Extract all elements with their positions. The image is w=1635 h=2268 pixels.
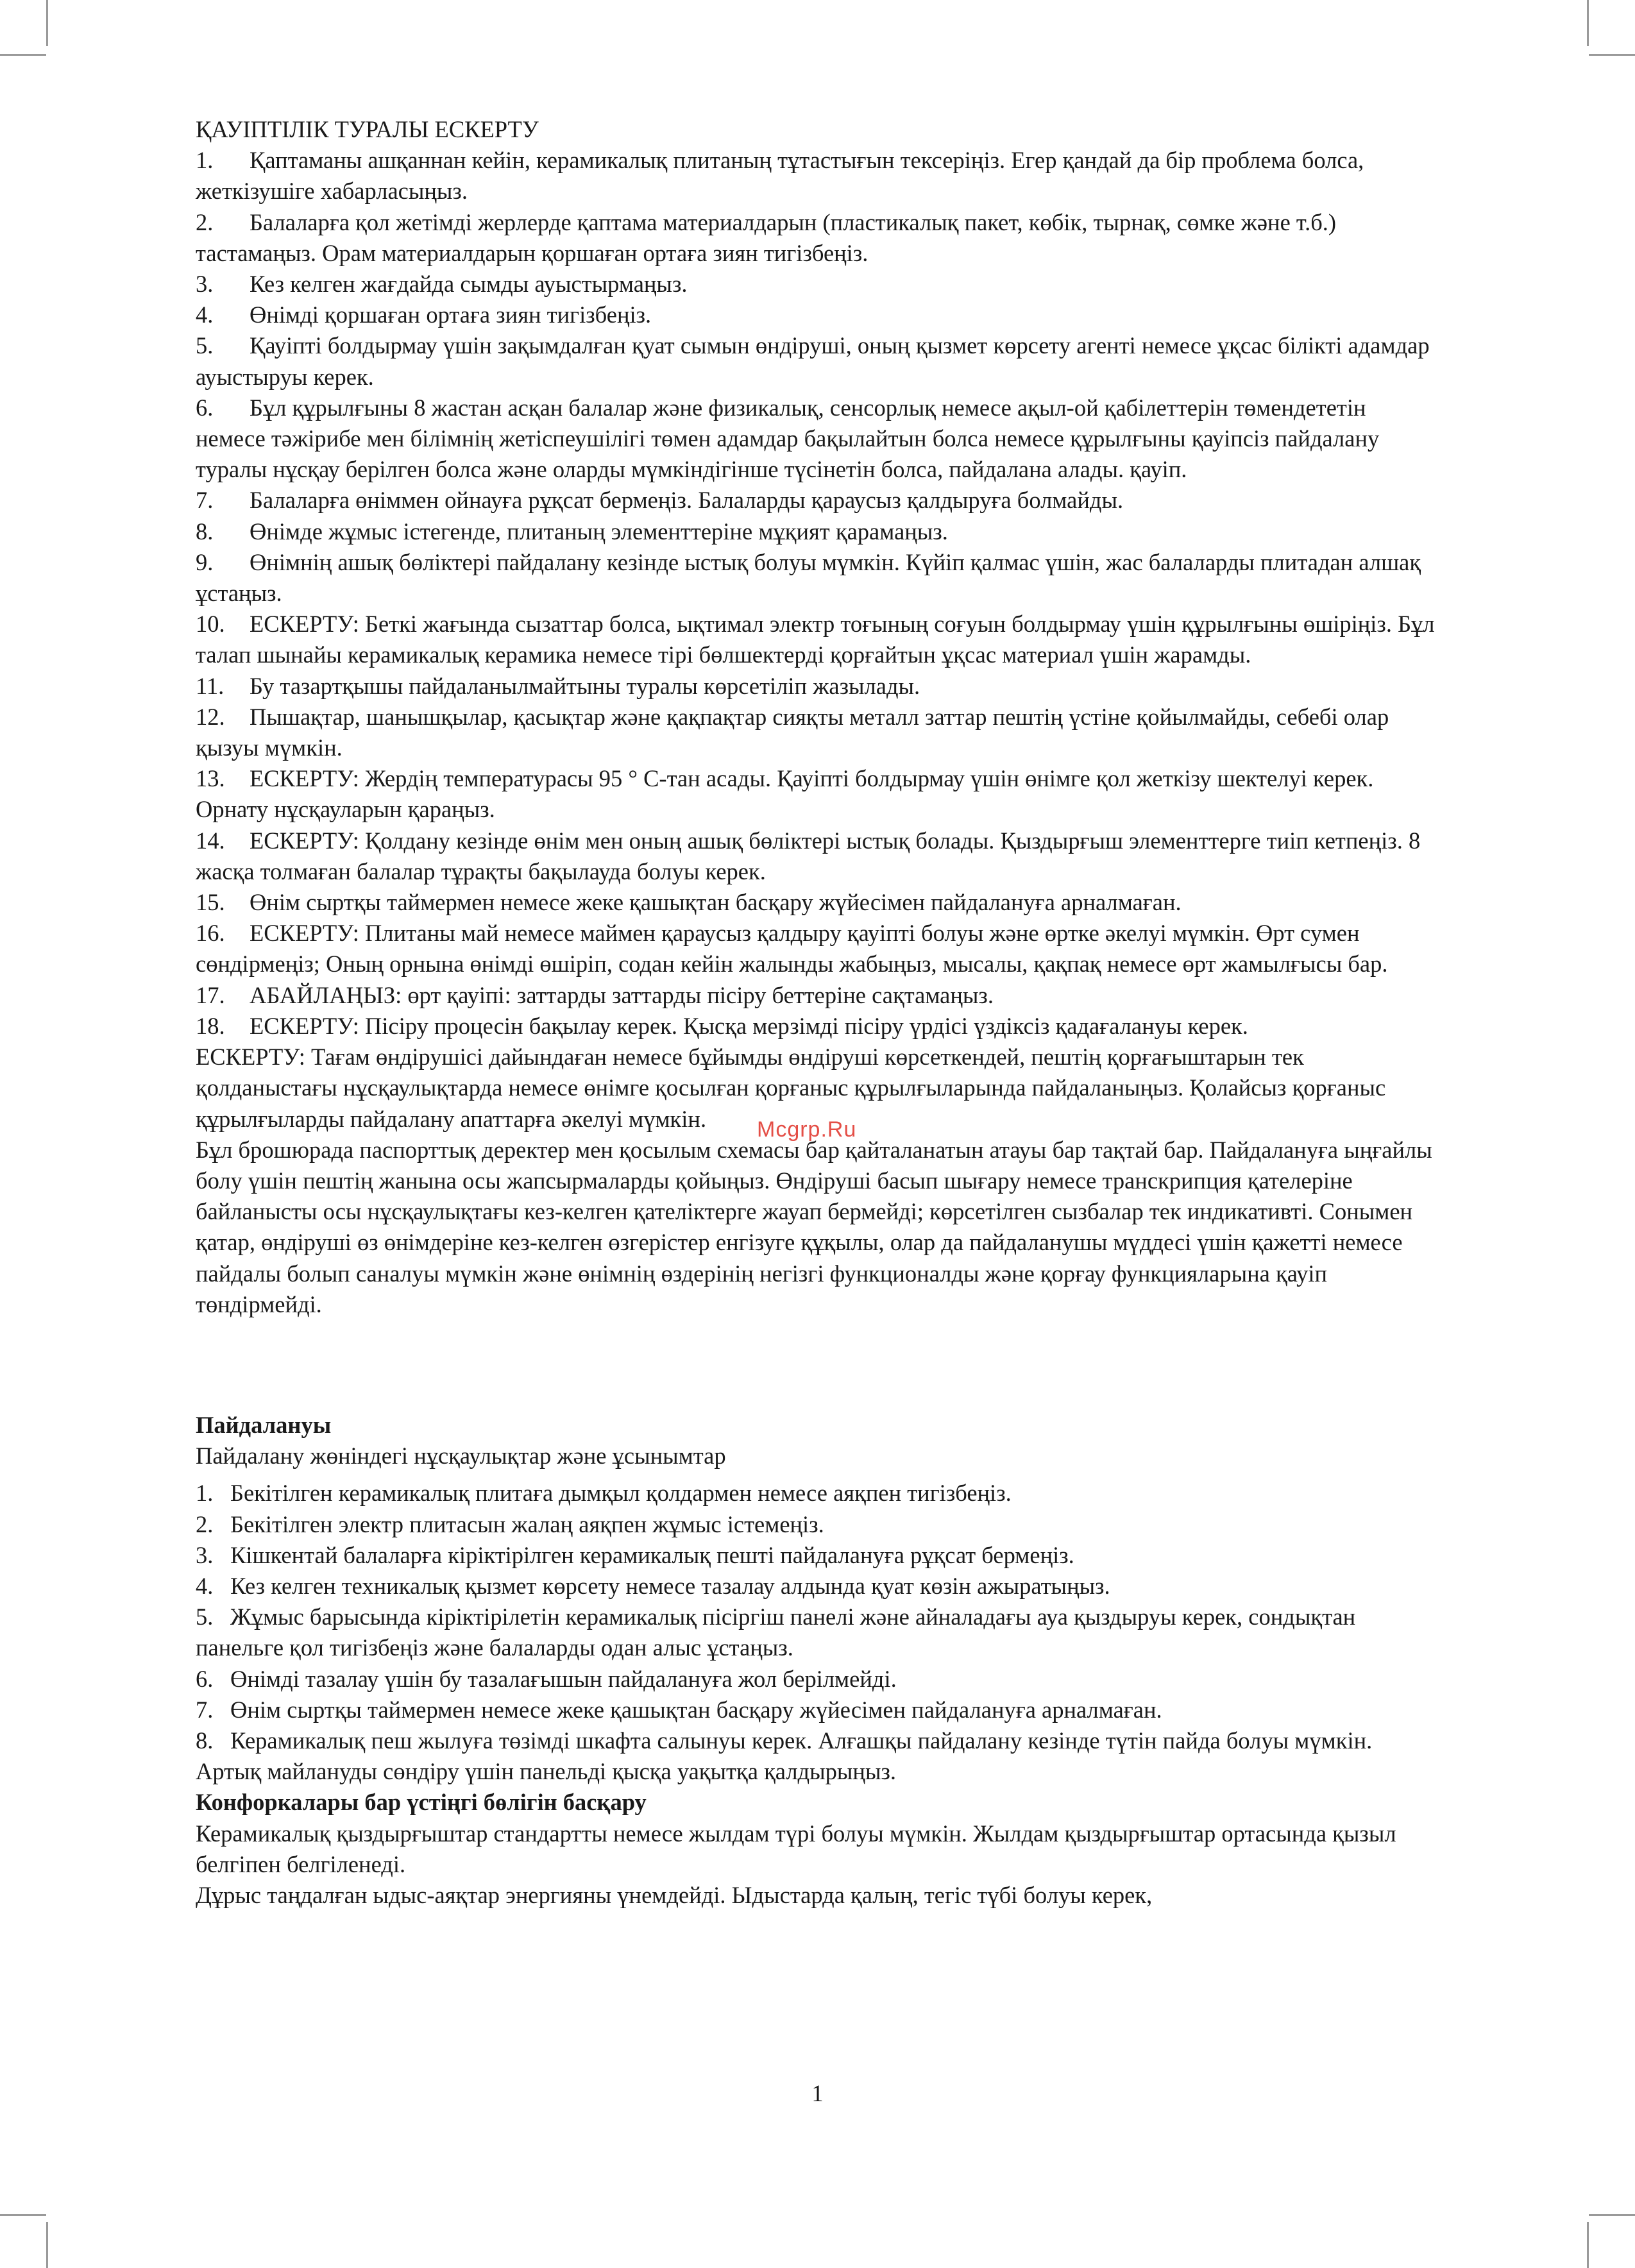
warning-list [196,145,1437,1042]
item-text: Кез келген жағдайда сымды ауыстырмаңыз. [250,271,688,298]
item-number: 11. [196,672,224,699]
burner-title: Конфоркалары бар үстіңгі бөлігін басқару [196,1789,647,1816]
list-item [196,330,1437,392]
item-text: Өнімді тазалау үшін бу тазалағышын пайдалануға жол берілмейді. [230,1665,897,1692]
document-body [196,114,1437,1911]
page-number: 1 [811,2080,824,2106]
item-text: ЕСКЕРТУ: Пісіру процесін бақылау керек. Қысқа мерзімді пісіру үрдісі үздіксіз қадағалануы керек. [250,1012,1248,1039]
list-item [196,516,1437,547]
item-number: 1. [196,1480,214,1507]
list-item [196,1725,1437,1787]
item-number: 4. [196,1572,214,1599]
item-text: ЕСКЕРТУ: Беткі жағында сызаттар болса, ықтимал электр тоғының соғуын болдырмау үшін құрылғыны өшіріңіз. Бұл талап шынайы керамикалық керамика немесе тірі бөлшектерді қорғайтын ұқсас материал үшін жарамды. [196,611,1435,668]
usage-section [196,1410,1437,1787]
item-text: ЕСКЕРТУ: Жердің температурасы 95 ° C-тан асады. Қауіпті болдырмау үшін өнімге қол жеткізу шектелуі керек. Орнату нұсқауларын қараңыз. [196,765,1374,823]
crop-mark [0,2214,46,2216]
crop-mark [0,54,46,56]
item-number: 8. [196,1727,214,1754]
burner-section [196,1787,1437,1911]
item-text: Қаптаманы ашқаннан кейін, керамикалық плитаның тұтастығын тексеріңіз. Егер қандай да бір проблема болса, жеткізушіге хабарласыңыз. [196,147,1364,205]
item-number: 7. [196,1696,214,1723]
brochure-paragraph: Бұл брошюрада паспорттық деректер мен қосылым схемасы бар қайталанатын атауы бар тақтай бар. Пайдалануға ыңғайлы болу үшін пештің жанына осы жапсырмаларды қойыңыз. Өндіруші басып шығару немесе транскрипция қателеріне байланысты осы нұсқаулықтағы кез-келген қателіктерге жауап бермейді; көрсетілген сызбалар тек индикативті. Сонымен қатар, өндіруші өз өнімдеріне кез-келген өзгерістер енгізуге құқылы, олар да пайдаланушы мүддесі үшін қажетті немесе пайдалы болып саналуы мүмкін және өнімнің өздерінің негізгі функционалды және қорғау функцияларына қауіп төндірмейді. [196,1136,1432,1317]
burner-paragraph-2: Дұрыс таңдалған ыдыс-аяқтар энергияны үнемдейді. Ыдыстарда қалың, тегіс түбі болуы керек, [196,1881,1153,1908]
item-text: Өнімді қоршаған ортаға зиян тигізбеңіз. [250,301,652,328]
list-item [196,145,1437,207]
item-number: 14. [196,827,225,854]
item-number: 6. [196,394,214,421]
item-number: 1. [196,147,214,174]
warning-note: ЕСКЕРТУ: Тағам өндірушісі дайындаған немесе бұйымды өндіруші көрсеткендей, пештің қорғағыштарын тек қолданыстағы нұсқаулықтарда немесе өнімге қосылған қорғаныс құрылғыларында пайдаланыңыз. Қолайсыз қорғаныс құрылғыларды пайдалану апаттарға әкелуі мүмкін. [196,1044,1386,1132]
item-number: 15. [196,889,225,916]
list-item [196,980,1437,1011]
item-text: ЕСКЕРТУ: Қолдану кезінде өнім мен оның ашық бөліктері ыстық болады. Қыздырғыш элементтерге тиіп кетпеңіз. 8 жасқа толмаған балалар тұрақты бақылауда болуы керек. [196,827,1421,884]
item-text: Бекітілген керамикалық плитаға дымқыл қолдармен немесе аяқпен тигізбеңіз. [230,1480,1012,1507]
item-number: 10. [196,611,225,638]
crop-mark [46,2222,48,2268]
item-text: Өнімде жұмыс істегенде, плитаның элементтеріне мұқият қарамаңыз. [250,518,948,545]
usage-subtitle: Пайдалану жөніндегі нұсқаулықтар және ұсынымтар [196,1443,726,1469]
list-item [196,1509,1437,1540]
item-number: 2. [196,1511,214,1537]
list-item [196,1540,1437,1571]
list-item [196,825,1437,887]
item-text: Жұмыс барысында кіріктірілетін керамикалық пісіргіш панелі және айналадағы ауа қыздыруы керек, сондықтан панельге қол тигізбеңіз және балаларды одан алыс ұстаңыз. [196,1604,1356,1661]
item-number: 5. [196,332,214,359]
burner-paragraph-1: Керамикалық қыздырғыштар стандартты немесе жылдам түрі болуы мүмкін. Жылдам қыздырғыштар ортасында қызыл белгіпен белгіленеді. [196,1820,1396,1877]
list-item [196,763,1437,825]
item-number: 18. [196,1012,225,1039]
list-item [196,1602,1437,1663]
item-number: 4. [196,301,214,328]
item-text: Керамикалық пеш жылуға төзімді шкафта салынуы керек. Алғашқы пайдалану кезінде түтін пайда болуы мүмкін. Артық майлануды сөндіру үшін панельді қысқа уақытқа қалдырыңыз. [196,1727,1373,1785]
item-text: Бу тазартқышы пайдаланылмайтыны туралы көрсетіліп жазылады. [250,672,920,699]
list-item [196,1478,1437,1509]
item-text: АБАЙЛАҢЫЗ: өрт қауіпі: заттарды заттарды пісіру беттеріне сақтамаңыз. [250,981,994,1008]
item-number: 3. [196,1541,214,1568]
list-item [196,609,1437,670]
item-text: Өнім сыртқы таймермен немесе жеке қашықтан басқару жүйесімен пайдалануға арналмаған. [250,889,1182,916]
list-item [196,918,1437,979]
crop-mark [1589,2214,1635,2216]
watermark: Mcgrp.Ru [757,1117,857,1142]
item-text: Қауіпті болдырмау үшін зақымдалған қуат сымын өндіруші, оның қызмет көрсету агенті немесе ұқсас білікті адамдар ауыстыруы керек. [196,332,1430,390]
item-text: Пышақтар, шанышқылар, қасықтар және қақпақтар сияқты металл заттар пештің үстіне қойылмайды, себебі олар қызуы мүмкін. [196,703,1389,761]
list-item [196,207,1437,269]
item-text: Өнімнің ашық бөліктері пайдалану кезінде ыстық болуы мүмкін. Күйіп қалмас үшін, жас балаларды плитадан алшақ ұстаңыз. [196,548,1421,607]
item-text: Кішкентай балаларға кіріктірілген керамикалық пешті пайдалануға рұқсат бермеңіз. [230,1541,1074,1568]
usage-list [196,1478,1437,1787]
list-item [196,1664,1437,1695]
item-number: 16. [196,920,225,947]
list-item [196,702,1437,763]
list-item [196,1571,1437,1602]
item-number: 17. [196,981,225,1008]
crop-mark [1587,0,1589,46]
item-text: Бекітілген электр плитасын жалаң аяқпен жұмыс істемеңіз. [230,1511,824,1537]
list-item [196,547,1437,609]
item-number: 3. [196,271,214,298]
item-text: Балаларға қол жетімді жерлерде қаптама материалдарын (пластикалық пакет, көбік, тырнақ, сөмке және т.б.) тастамаңыз. Орам материалдарын қоршаған ортаға зиян тигізбеңіз. [196,208,1337,266]
list-item [196,485,1437,516]
item-text: Балаларға өніммен ойнауға рұқсат бермеңіз. Балаларды қараусыз қалдыруға болмайды. [250,487,1124,514]
item-text: Бұл құрылғыны 8 жастан асқан балалар және физикалық, сенсорлық немесе ақыл-ой қабілеттерін төмендететін немесе тәжірибе мен білімнің жетіспеушілігі төмен адамдар бақылайтын болса немесе құрылғыны қауіпсіз пайдалану туралы нұсқау берілген болса және оларды мүмкіндігінше түсінетін болса, пайдалана алады. қауіп. [196,394,1380,483]
item-number: 6. [196,1665,214,1692]
crop-mark [1587,2222,1589,2268]
item-text: Кез келген техникалық қызмет көрсету немесе тазалау алдында қуат көзін ажыратыңыз. [230,1572,1110,1599]
item-text: ЕСКЕРТУ: Плитаны май немесе маймен қараусыз қалдыру қауіпті болуы және өртке әкелуі мүмкін. Өрт сумен сөндірмеңіз; Оның орнына өнімді өшіріп, содан кейін жалынды жабыңыз, мысалы, қақпақ немесе өрт жамылғысы бар. [196,920,1388,977]
crop-mark [46,0,48,46]
item-number: 7. [196,487,214,514]
list-item [196,1695,1437,1725]
item-number: 5. [196,1604,214,1630]
item-number: 8. [196,518,214,545]
list-item [196,393,1437,486]
list-item [196,887,1437,918]
item-number: 2. [196,208,214,235]
list-item [196,300,1437,330]
item-number: 9. [196,548,214,575]
warning-title: ҚАУІПТІЛІК ТУРАЛЫ ЕСКЕРТУ [196,116,539,142]
list-item [196,671,1437,702]
item-number: 13. [196,765,225,792]
item-number: 12. [196,703,225,730]
crop-mark [1589,54,1635,56]
item-text: Өнім сыртқы таймермен немесе жеке қашықтан басқару жүйесімен пайдалануға арналмаған. [230,1696,1162,1723]
usage-title: Пайдалануы [196,1411,332,1438]
list-item [196,1011,1437,1042]
list-item [196,269,1437,300]
